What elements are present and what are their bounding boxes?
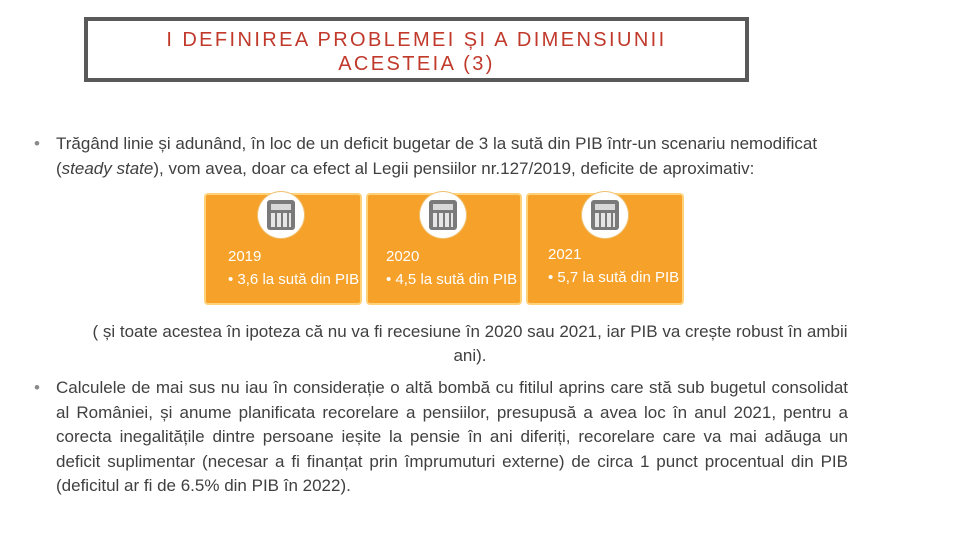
intro-paragraph bbox=[56, 132, 856, 181]
title-line-1: I DEFINIREA PROBLEMEI ȘI A DIMENSIUNII bbox=[166, 29, 667, 51]
calculator-icon bbox=[258, 192, 304, 238]
title-line-2: ACESTEIA (3) bbox=[338, 53, 495, 75]
intro-text-start: Trăgând linie și adunând, în loc de un deficit bugetar de 3 la sută din PIB într-un scenariu nemodificat ( bbox=[56, 134, 818, 178]
calculation-paragraph: Calculele de mai sus nu iau în considerație o altă bombă cu fitilul aprins care stă sub bugetul consolidat al României, și anume planificata recorelare a pensiilor, presupusă a avea loc în anul 2021, pentru a corecta inegalitățile dintre persoane ieșite la pensie în ani diferiți, recorelare care va mai adăuga un deficit suplimentar (necesar a fi finanțat prin împrumuturi externe) de circa 1 punct procentual din PIB (deficitul ar fi de 6.5% din PIB în 2022). bbox=[56, 378, 848, 495]
deficit-card-2021 bbox=[526, 193, 684, 305]
intro-text-end: ), vom avea, doar ca efect al Legii pensiilor nr.127/2019, deficite de aproximativ: bbox=[153, 158, 755, 178]
deficit-card-2020 bbox=[366, 193, 522, 305]
title-box bbox=[84, 17, 749, 82]
card-value: • 3,6 la sută din PIB bbox=[228, 271, 360, 288]
card-value: • 5,7 la sută din PIB bbox=[548, 269, 680, 286]
card-value: • 4,5 la sută din PIB bbox=[386, 271, 518, 288]
slide-title bbox=[88, 28, 745, 76]
card-year: 2019 bbox=[228, 248, 262, 265]
assumption-note: ( și toate acestea în ipoteza că nu va fi recesiune în 2020 sau 2021, iar PIB va crește robust în ambii ani). bbox=[92, 322, 848, 365]
card-year: 2020 bbox=[386, 248, 420, 265]
bullet-marker: • bbox=[34, 378, 40, 397]
deficit-card-2019 bbox=[204, 193, 362, 305]
bullet-marker: • bbox=[34, 134, 40, 153]
calculator-icon bbox=[420, 192, 466, 238]
calculator-icon bbox=[582, 192, 628, 238]
intro-italic-term: steady state bbox=[61, 158, 154, 178]
card-year: 2021 bbox=[548, 246, 582, 263]
